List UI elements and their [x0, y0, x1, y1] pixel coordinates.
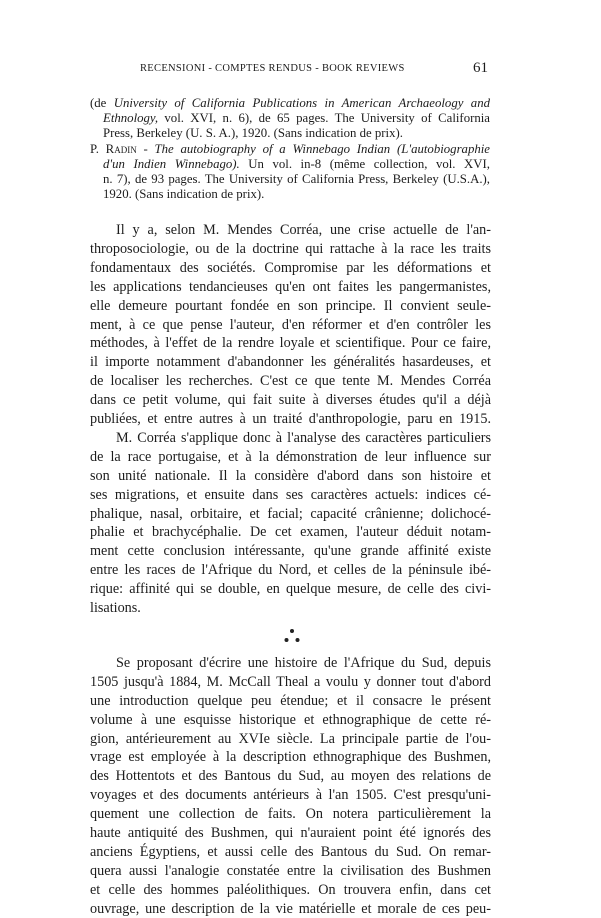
- text-line: volume à une esquisse historique et ethnographique de cette ré-: [90, 711, 491, 728]
- text-line: 1505 jusqu'à 1884, M. McCall Theal a voulu y donner tout d'abord: [90, 673, 491, 690]
- text-line: phalie et brachycéphalie. De cet examen, l'auteur déduit notam-: [90, 524, 491, 541]
- reference-line: n. 7), de 93 pages. The University of California Press, Berkeley (U.S.A.),: [103, 172, 490, 186]
- text-line: haute antiquité des Bushmen, qui n'auraient point été ignorés des: [90, 825, 491, 841]
- text-line: Il y a, selon M. Mendes Corréa, une crise actuelle de l'an-: [116, 222, 491, 238]
- text-line: throposociologie, ou de la doctrine qui rattache à la race les traits: [90, 240, 491, 257]
- text-line: rique: affinité qui se double, en quelque mesure, de celle des civi-: [90, 581, 491, 598]
- reference-line: (de University of California Publications in American Archaeology and: [90, 96, 490, 110]
- text-line: de la race portugaise, et à la démonstration de leur influence sur: [90, 448, 491, 465]
- text-line: les applications tendancieuses qu'en ont faites les pangermanistes,: [90, 278, 491, 295]
- text-line: des Hottentots et des Bantous du Sud, au moyen des relations de: [90, 768, 491, 785]
- text-line: de localiser les recherches. C'est ce que tente M. Mendes Corréa: [90, 373, 491, 390]
- text-line: il importe notamment d'abandonner les généralités hasardeuses, et: [90, 354, 491, 371]
- asterism-separator-icon: [283, 627, 301, 645]
- text-line: lisations.: [90, 600, 141, 616]
- text-line: gion, antérieurement au XVIe siècle. La principale partie de l'ou-: [90, 730, 491, 747]
- text-line: quera aussi l'analogie constatée entre la civilisation des Bushmen: [90, 862, 491, 879]
- text-line: elle demeure pourtant fondée en son principe. Il convient seule-: [90, 297, 491, 314]
- text-line: ment cette conclusion intéressante, qu'une grande affinité existe: [90, 543, 491, 560]
- reference-line: P. Radin - The autobiography of a Winnebago Indian (L'autobiographie: [90, 141, 490, 156]
- text-line: une introduction quelque peu étendue; et il consacre le présent: [90, 692, 491, 709]
- text-line: entre les races de l'Afrique du Nord, et celles de la péninsule ibé-: [90, 562, 491, 579]
- text-line: méthodes, à l'effet de la rendre loyale et scientifique. Pour ce faire,: [90, 335, 491, 352]
- text-line: ouvrage, une description de la vie matérielle et morale de ces peu-: [90, 900, 491, 917]
- text-line: M. Corréa s'applique donc à l'analyse des caractères particuliers: [116, 429, 491, 446]
- reference-line: Press, Berkeley (U. S. A.), 1920. (Sans indication de prix).: [103, 126, 403, 141]
- running-header: RECENSIONI - COMPTES RENDUS - BOOK REVIEWS: [140, 63, 405, 74]
- page-number: 61: [473, 60, 488, 76]
- text-line: ses migrations, et ensuite dans ses caractères actuels: indices cé-: [90, 486, 491, 503]
- text-line: vrage est employée à la description ethnographique des Bushmen,: [90, 749, 491, 766]
- text-line: anciens Égyptiens, et aussi celle des Bantous du Sud. On remar-: [90, 843, 491, 860]
- text-line: quement une collection de faits. On notera particulièrement la: [90, 806, 491, 823]
- text-line: et celle des hommes paléolithiques. On trouvera enfin, dans cet: [90, 881, 491, 898]
- text-line: publiées, et entre autres à un traité d'anthropologie, paru en 1915.: [90, 411, 491, 427]
- text-line: phalique, nasal, orbitaire, et facial; capacité crânienne; dolichocé-: [90, 505, 491, 522]
- reference-line: d'un Indien Winnebago). Un vol. in-8 (même collection, vol. XVI,: [103, 156, 490, 171]
- reference-line: Ethnology, vol. XVI, n. 6), de 65 pages. The University of California: [103, 111, 490, 126]
- text-line: dans ce petit volume, qui fait suite à diverses études qu'il a déjà: [90, 392, 491, 409]
- text-line: voyages et des documents antérieurs à l'an 1505. C'est presqu'uni-: [90, 787, 491, 804]
- text-line: son unité nationale. Il la considère d'abord dans son histoire et: [90, 467, 491, 484]
- reference-line: 1920. (Sans indication de prix).: [103, 187, 265, 202]
- text-line: fondamentaux des sociétés. Compromise par les déformations et: [90, 259, 491, 276]
- text-line: ment, à ce que pense l'auteur, d'en réformer et d'en contrôler les: [90, 316, 491, 333]
- text-line: Se proposant d'écrire une histoire de l'Afrique du Sud, depuis: [116, 654, 491, 671]
